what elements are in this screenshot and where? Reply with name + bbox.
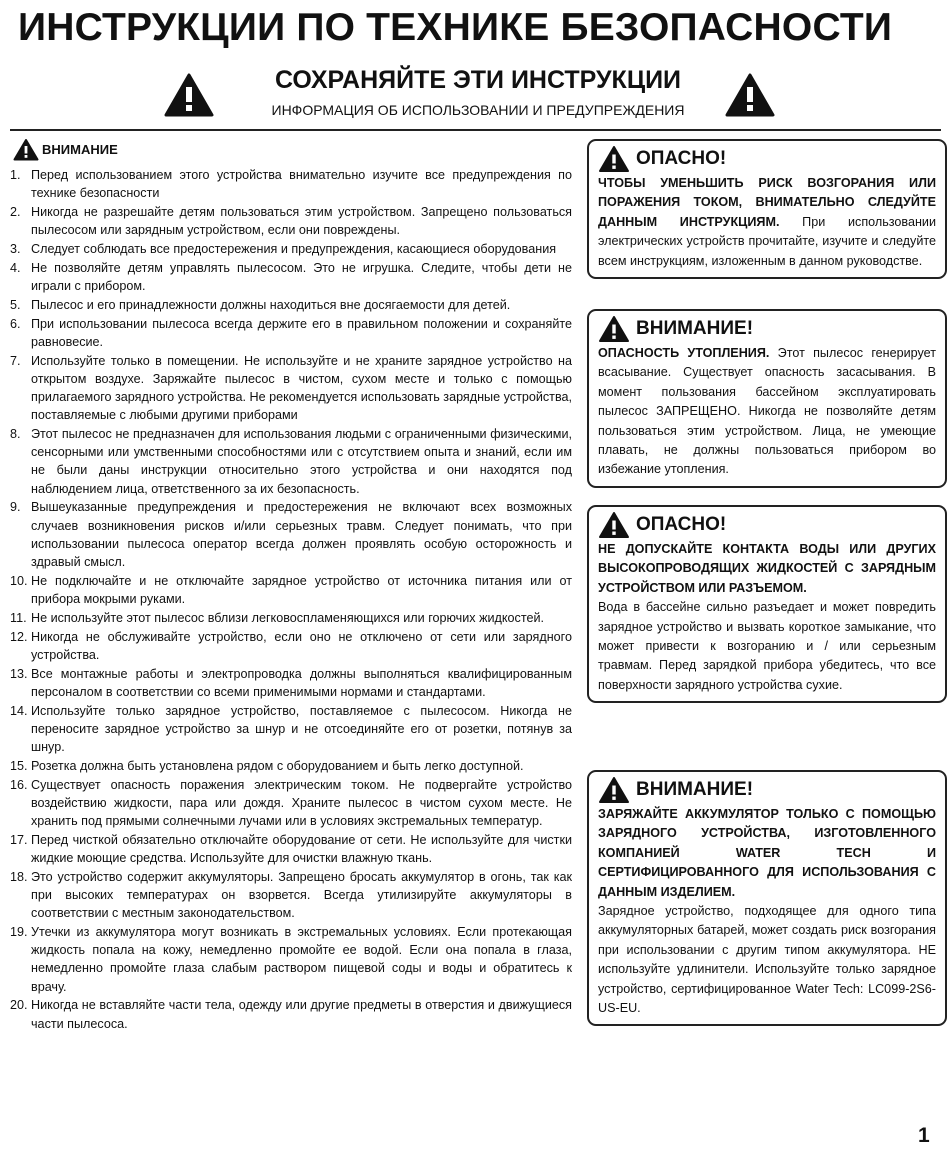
rule-number: 14. [10, 703, 28, 718]
rule-item [10, 702, 572, 757]
rule-item [10, 923, 572, 996]
rule-text: Все монтажные работы и электропроводка должны выполняться квалифицированным персоналом в соответствии со всеми применимыми нормами и стандартами. [31, 666, 572, 699]
page-number: 1 [918, 1124, 930, 1147]
rule-number: 19. [10, 925, 28, 940]
rule-item [10, 259, 572, 295]
box-heading-label: ВНИМАНИЕ! [636, 779, 754, 800]
rule-text: Розетка должна быть установлена рядом с оборудованием и быть легко доступной. [31, 758, 524, 773]
box-body-text: Зарядное устройство, подходящее для одного типа аккумуляторных батарей, может создать риск возгорания при использовании с другим типом аккумулятора. НЕ используйте удлинители. Используйте только зарядное устройство, сертифицированное Water Tech: LC099-2S6-US-EU. [598, 904, 936, 1016]
rule-text: Никогда не разрешайте детям пользоваться этим устройством. Запрещено пользоваться пылесосом или зарядным устройством, если они повреждены. [31, 205, 572, 238]
left-heading [10, 137, 572, 161]
divider [10, 129, 941, 131]
rule-number: 1. [10, 168, 21, 182]
rule-number: 12. [10, 629, 28, 644]
box-bold-text: ЧТОБЫ УМЕНЬШИТЬ РИСК ВОЗГОРАНИЯ ИЛИ ПОРАЖЕНИЯ ТОКОМ, ВНИМАТЕЛЬНО СЛЕДУЙТЕ ДАННЫМ ИНСТРУКЦИЯМ. [598, 176, 936, 229]
rule-number: 6. [10, 316, 21, 331]
rule-item [10, 665, 572, 701]
rule-item [10, 572, 572, 608]
box-text [598, 805, 936, 1018]
rule-text: Вышеуказанные предупреждения и предостережения не включают всех возможных случаев возникновения рисков и/или серьезных травм. Следует понимать, что при использовании пылесоса оператор всегда должен проявлять особую осторожность и здравый смысл. [31, 500, 572, 570]
box-heading [598, 776, 936, 804]
rule-item [10, 315, 572, 351]
safety-rules-list [10, 166, 572, 1033]
box-heading-label: ВНИМАНИЕ! [636, 318, 754, 339]
box-body-text: Вода в бассейне сильно разъедает и может повредить зарядное устройство и вызвать короткое замыкание, что может привести к возгоранию и / или серьезным травмам. Перед зарядкой прибора убедитесь, что все поверхности зарядного устройства сухие. [598, 600, 936, 692]
rule-number: 9. [10, 500, 21, 515]
rule-number: 4. [10, 260, 21, 275]
rule-item [10, 996, 572, 1032]
rule-item [10, 498, 572, 571]
rule-text: Никогда не обслуживайте устройство, если оно не отключено от сети или зарядного устройства. [31, 629, 572, 662]
box-bold-text: ЗАРЯЖАЙТЕ АККУМУЛЯТОР ТОЛЬКО С ПОМОЩЬЮ ЗАРЯДНОГО УСТРОЙСТВА, ИЗГОТОВЛЕННОГО КОМПАНИЕЙ WATER TECH И СЕРТИФИЦИРОВАННОГО ДЛЯ ИСПОЛЬЗОВАНИЯ С ДАННЫМ ИЗДЕЛИЕМ. [598, 807, 936, 899]
rule-text: Используйте только в помещении. Не используйте и не храните зарядное устройство на открытом воздухе. Заряжайте пылесос в чистом, сухом месте и только с помощью прилагаемого зарядного устройства. Не рекомендуется использовать зарядные устройства, поставляемые с любыми другими приборами [31, 353, 572, 423]
warning-box-drowning [587, 309, 947, 488]
rule-number: 16. [10, 777, 28, 792]
rule-text: Не используйте этот пылесос вблизи легковоспламеняющихся или горючих жидкостей. [31, 610, 544, 625]
rule-number: 10. [10, 573, 28, 588]
warning-box-charger [587, 770, 947, 1026]
warning-triangle-icon [598, 145, 630, 173]
rule-number: 5. [10, 297, 21, 312]
warning-triangle-icon [598, 511, 630, 539]
rule-text: Используйте только зарядное устройство, поставляемое с пылесосом. Никогда не переносите зарядное устройство за шнур и не отсоединяйте его от розетки, потянув за шнур. [31, 703, 572, 755]
rule-number: 7. [10, 353, 21, 368]
rule-item [10, 425, 572, 498]
rule-item [10, 203, 572, 239]
box-bold-text: НЕ ДОПУСКАЙТЕ КОНТАКТА ВОДЫ ИЛИ ДРУГИХ ВЫСОКОПРОВОДЯЩИХ ЖИДКОСТЕЙ С ЗАРЯДНЫМ УСТРОЙСТВОМ ИЛИ РАЗЪЕМОМ. [598, 542, 936, 595]
box-text [598, 540, 936, 695]
rule-text: Не подключайте и не отключайте зарядное устройство от источника питания или от прибора мокрыми руками. [31, 573, 572, 607]
rule-number: 15. [10, 758, 28, 773]
box-heading [598, 511, 936, 539]
box-heading [598, 315, 936, 343]
rule-text: Пылесос и его принадлежности должны находиться вне досягаемости для детей. [31, 297, 511, 312]
rule-item [10, 166, 572, 202]
rule-text: Существует опасность поражения электрическим током. Не подвергайте устройство воздействию жидкости, пара или дождя. Храните пылесос в чистом сухом месте. Не хранить под прямыми солнечными лучами или в условиях экстремальных температур. [31, 777, 572, 829]
rule-text: Никогда не вставляйте части тела, одежду или другие предметы в отверстия и движущиеся части пылесоса. [31, 998, 572, 1031]
rule-item [10, 609, 572, 627]
rule-number: 3. [10, 242, 21, 256]
box-text [598, 174, 936, 271]
box-body-text: При использовании электрических устройств прочитайте, изучите и следуйте всем инструкциям, изложенным в данном руководстве. [598, 214, 936, 268]
box-bold-text: ОПАСНОСТЬ УТОПЛЕНИЯ. [598, 346, 770, 360]
box-heading-label: ОПАСНО! [636, 514, 727, 535]
rule-text: Это устройство содержит аккумуляторы. Запрещено бросать аккумулятор в огонь, так как при высоких температурах он взорвется. Всегда утилизируйте аккумуляторы в соответствии с местным законодательством. [31, 869, 572, 921]
rule-text: Следует соблюдать все предостережения и предупреждения, касающиеся оборудования [31, 242, 557, 256]
warning-triangle-icon [13, 138, 39, 161]
rule-text: Перед использованием этого устройства внимательно изучите все предупреждения по технике безопасности [31, 168, 572, 201]
box-heading-label: ОПАСНО! [636, 148, 727, 169]
rule-number: 20. [10, 998, 28, 1013]
rule-item [10, 628, 572, 664]
box-heading [598, 145, 936, 173]
rule-number: 13. [10, 666, 28, 681]
warning-triangle-icon [598, 315, 630, 343]
rule-text: Этот пылесос не предназначен для использования людьми с ограниченными физическими, сенсорными или умственными способностями или с отсутствием опыта и знаний, если им не были даны инструкции относительно этого устройства и они находятся под наблюдением лица, ответственного за их безопасность. [31, 427, 572, 496]
rule-number: 8. [10, 427, 21, 441]
rule-text: Утечки из аккумулятора могут возникать в экстремальных условиях. Если протекающая жидкость попала на кожу, немедленно промойте ее водой. Если она попала в глаза, немедленно промойте глаза слабым раствором пищевой соды и воды и обратитесь к врачу. [31, 925, 572, 994]
rule-item [10, 296, 572, 314]
danger-box-water [587, 505, 947, 703]
rule-text: Не позволяйте детям управлять пылесосом. Это не игрушка. Следите, чтобы дети не играли с прибором. [31, 260, 572, 293]
rule-number: 18. [10, 869, 28, 884]
warning-triangle-icon [598, 776, 630, 804]
left-heading-label: ВНИМАНИЕ [42, 141, 118, 157]
rule-item [10, 352, 572, 425]
left-column [10, 137, 572, 1033]
rule-item [10, 868, 572, 923]
box-body-text: Этот пылесос генерирует всасывание. Существует опасность засасывания. В момент пользования бассейном эксплуатировать пылесос ЗАПРЕЩЕНО. Никогда не позволяйте детям пользоваться этим устройством. Лица, не умеющие плавать, не должны пользоваться прибором во избежание утопления. [598, 346, 937, 477]
rule-text: Перед чисткой обязательно отключайте оборудование от сети. Не используйте для чистки жидкие моющие средства. Используйте для очистки влажную ткань. [31, 832, 572, 866]
rule-item [10, 757, 572, 775]
subtitle: СОХРАНЯЙТЕ ЭТИ ИНСТРУКЦИИ [274, 66, 682, 94]
rule-number: 2. [10, 205, 21, 219]
warning-triangle-icon [164, 72, 214, 118]
box-text [598, 344, 936, 480]
danger-box-fire [587, 139, 947, 279]
main-title: ИНСТРУКЦИИ ПО ТЕХНИКЕ БЕЗОПАСНОСТИ [18, 6, 893, 49]
rule-item [10, 240, 572, 258]
rule-text: При использовании пылесоса всегда держите его в правильном положении и сохраняйте равновесие. [31, 316, 572, 349]
caption: ИНФОРМАЦИЯ ОБ ИСПОЛЬЗОВАНИИ И ПРЕДУПРЕЖДЕНИЯ [271, 102, 685, 118]
rule-item [10, 831, 572, 867]
rule-number: 17. [10, 832, 28, 847]
rule-item [10, 776, 572, 831]
rule-number: 11. [10, 610, 27, 625]
